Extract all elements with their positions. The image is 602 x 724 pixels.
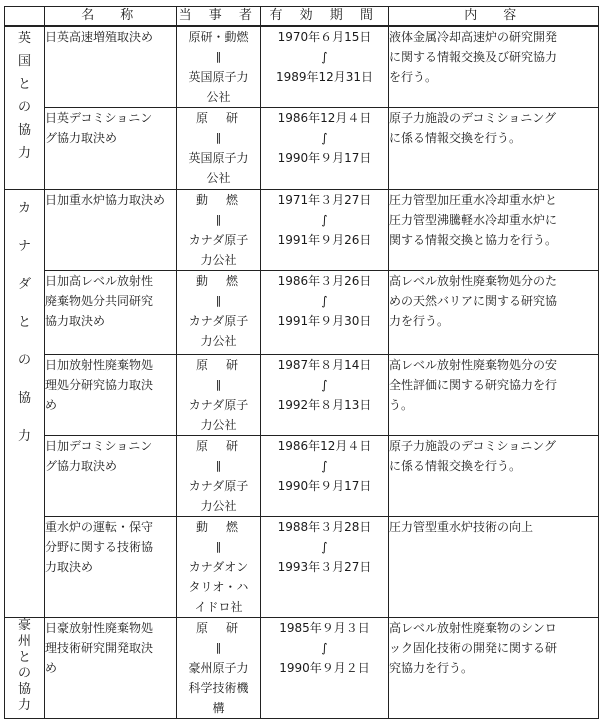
party-a: 動 燃: [195, 193, 241, 207]
agreement-content: 高レベル放射性廃棄物処分のた めの天然バリアに関する研究協 力を行う。: [389, 274, 558, 328]
region-australia: 豪州との協力: [5, 618, 45, 719]
table-row: [5, 190, 599, 271]
party-a: 動 燃: [195, 520, 241, 534]
agreement-name: 日加高レベル放射性 廃棄物処分共同研究 協力取決め: [45, 274, 154, 328]
table-row: [5, 436, 599, 517]
agreement-name: 日英デコミショニン グ協力取決め: [45, 111, 153, 145]
party-a: 原研・動燃: [188, 30, 249, 44]
agreement-content: 液体金属冷却高速炉の研究開発 に関する情報交換及び研究協力 を行う。: [389, 30, 558, 84]
header-parties: 当 事 者: [177, 7, 261, 27]
party-b: カナダオン タリオ・ハ イドロ社: [188, 560, 249, 614]
header-content: 内 容: [389, 7, 599, 27]
agreement-content: 圧力管型重水炉技術の向上: [389, 520, 534, 534]
period-start: 1988年３月28日: [277, 520, 372, 534]
period-end: 1991年９月26日: [277, 233, 372, 247]
region-canada: カナダとの協力: [5, 190, 45, 618]
period-start: 1986年12月４日: [277, 439, 372, 453]
agreement-name: 日加放射性廃棄物処 理処分研究協力取決 め: [45, 358, 154, 412]
agreement-content: 高レベル放射性廃棄物のシンロ ック固化技術の開発に関する研 究協力を行う。: [389, 621, 558, 675]
period-end: 1989年12月31日: [275, 70, 374, 84]
header-region: [5, 7, 45, 27]
party-b: カナダ原子 力公社: [188, 233, 249, 267]
period-start: 1986年３月26日: [277, 274, 372, 288]
table-row: [5, 271, 599, 355]
table-row: [5, 517, 599, 618]
range-mark: ∫: [321, 213, 328, 227]
range-mark: ∫: [321, 294, 328, 308]
party-b: 豪州原子力 科学技術機 構: [188, 661, 249, 715]
header-row: [5, 7, 599, 27]
agreement-content: 原子力施設のデコミショニング に係る情報交換を行う。: [389, 111, 557, 145]
range-mark: ∫: [321, 50, 328, 64]
period-end: 1990年９月17日: [277, 151, 372, 165]
party-b: カナダ原子 力公社: [188, 479, 249, 513]
range-mark: ∫: [321, 641, 328, 655]
party-a: 原 研: [195, 439, 241, 453]
table-row: [5, 618, 599, 719]
period-end: 1993年３月27日: [277, 560, 372, 574]
range-mark: ∫: [321, 131, 328, 145]
agreement-name: 日豪放射性廃棄物処 理技術研究開発取決 め: [45, 621, 154, 675]
party-a: 原 研: [195, 358, 241, 372]
period-end: 1990年９月17日: [277, 479, 372, 493]
party-b: 英国原子力 公社: [188, 70, 249, 104]
equals-mark: ‖: [215, 131, 222, 144]
party-b: カナダ原子 力公社: [188, 398, 249, 432]
period-end: 1990年９月２日: [279, 661, 370, 675]
equals-mark: ‖: [215, 641, 222, 654]
table-row: [5, 108, 599, 190]
header-name: 名 称: [45, 7, 177, 27]
agreement-name: 重水炉の運転・保守 分野に関する技術協 力取決め: [45, 520, 154, 574]
range-mark: ∫: [321, 378, 328, 392]
agreement-content: 高レベル放射性廃棄物処分の安 全性評価に関する研究協力を行 う。: [389, 358, 558, 412]
party-a: 原 研: [195, 111, 241, 125]
party-a: 原 研: [195, 621, 241, 635]
period-start: 1987年８月14日: [277, 358, 372, 372]
party-b: 英国原子力 公社: [188, 151, 249, 185]
agreement-name: 日加重水炉協力取決め: [45, 193, 166, 207]
cooperation-agreements-table: [4, 6, 599, 719]
table-row: [5, 26, 599, 108]
equals-mark: ‖: [215, 459, 222, 472]
equals-mark: ‖: [215, 213, 222, 226]
region-uk: 英国との協力: [5, 26, 45, 190]
agreement-name: 日英高速増殖取決め: [45, 30, 154, 44]
period-start: 1986年12月４日: [277, 111, 372, 125]
period-start: 1985年９月３日: [279, 621, 370, 635]
equals-mark: ‖: [215, 540, 222, 553]
table-row: [5, 355, 599, 436]
range-mark: ∫: [321, 459, 328, 473]
period-start: 1971年３月27日: [277, 193, 372, 207]
agreement-content: 原子力施設のデコミショニング に係る情報交換を行う。: [389, 439, 557, 473]
equals-mark: ‖: [215, 294, 222, 307]
party-a: 動 燃: [195, 274, 241, 288]
period-end: 1991年９月30日: [277, 314, 372, 328]
range-mark: ∫: [321, 540, 328, 554]
header-period: 有 効 期 間: [261, 7, 389, 27]
period-end: 1992年８月13日: [277, 398, 372, 412]
period-start: 1970年６月15日: [277, 30, 372, 44]
agreement-name: 日加デコミショニン グ協力取決め: [45, 439, 153, 473]
agreement-content: 圧力管型加圧重水冷却重水炉と 圧力管型沸騰軽水冷却重水炉に 関する情報交換と協力を行う。: [389, 193, 558, 247]
equals-mark: ‖: [215, 50, 222, 63]
equals-mark: ‖: [215, 378, 222, 391]
party-b: カナダ原子 力公社: [188, 314, 249, 348]
